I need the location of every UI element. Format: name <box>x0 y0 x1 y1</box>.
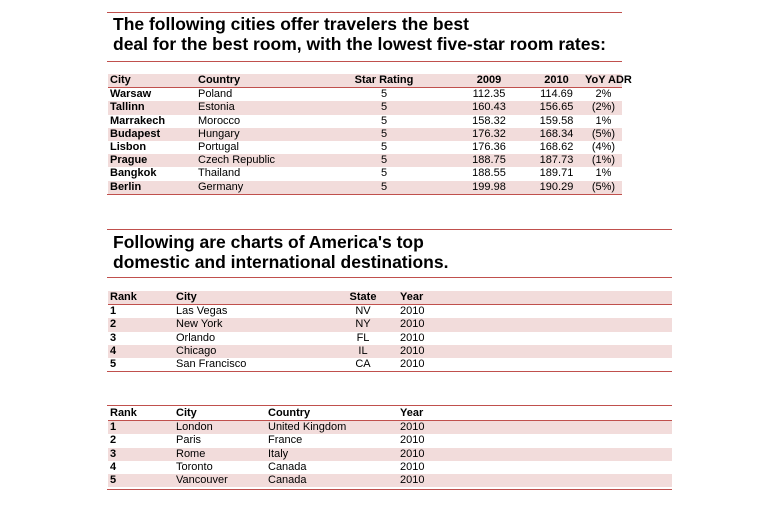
cell-yoy-adr: (5%) <box>591 180 616 193</box>
cell-city: Lisbon <box>110 141 147 154</box>
table-row <box>108 128 622 141</box>
table-row <box>108 305 672 319</box>
table-header-row <box>108 407 672 421</box>
cell-year: 2010 <box>400 447 425 460</box>
cell-yoy-adr: 1% <box>595 167 612 180</box>
cell-2010: 168.62 <box>539 141 574 154</box>
cell-city: Marrakech <box>110 114 166 127</box>
table-row <box>108 88 622 102</box>
cell-2010: 114.69 <box>540 88 573 101</box>
cell-2010: 190.29 <box>539 180 574 193</box>
cell-country: United Kingdom <box>268 421 347 434</box>
cell-2009: 176.32 <box>472 127 506 140</box>
table-row <box>108 115 622 128</box>
cell-city: Berlin <box>110 180 142 193</box>
cell-city: Budapest <box>110 127 161 140</box>
destinations-heading-line2: domestic and international destinations. <box>113 252 449 272</box>
cell-city: Prague <box>110 154 148 167</box>
cell-city: Rome <box>176 447 206 460</box>
cell-2010: 187.73 <box>539 154 574 167</box>
rates-heading-rule <box>107 61 622 62</box>
cell-yoy-adr: 2% <box>595 88 612 101</box>
cell-city: Warsaw <box>110 88 152 101</box>
international-table-top-rule <box>107 405 672 406</box>
table-row <box>108 318 672 331</box>
cell-2010: 156.65 <box>539 101 574 114</box>
cell-year: 2010 <box>400 421 425 434</box>
cell-city: Chicago <box>176 344 217 357</box>
table-row <box>108 434 672 447</box>
cell-2009: 112.35 <box>472 88 506 101</box>
table-row <box>108 421 672 435</box>
cell-2009: 199.98 <box>472 180 506 193</box>
cell-yoy-adr: (4%) <box>591 141 616 154</box>
column-header-2010: 2010 <box>544 74 569 87</box>
cell-country: Morocco <box>198 114 241 127</box>
cell-year: 2010 <box>400 434 425 447</box>
cell-state: IL <box>358 344 368 357</box>
table-header-row <box>108 291 672 305</box>
column-header-rank: Rank <box>110 407 137 420</box>
cell-year: 2010 <box>400 358 425 371</box>
destinations-heading-line1: Following are charts of America's top <box>113 232 424 252</box>
cell-rank: 2 <box>110 318 117 331</box>
cell-country: Hungary <box>198 127 240 140</box>
cell-rank: 3 <box>110 447 117 460</box>
table-row <box>108 167 622 180</box>
international-destinations-table <box>108 407 672 487</box>
cell-2009: 188.75 <box>472 154 506 167</box>
cell-year: 2010 <box>400 344 425 357</box>
rates-heading-line1: The following cities offer travelers the best <box>113 14 469 34</box>
table-row <box>108 345 672 358</box>
cell-rank: 1 <box>110 421 117 434</box>
cell-city: Las Vegas <box>176 305 228 318</box>
table-row <box>108 461 672 474</box>
rates-table-bottom-rule <box>107 194 622 195</box>
column-header-2009: 2009 <box>476 74 502 87</box>
cell-state: FL <box>356 331 370 344</box>
cell-2009: 158.32 <box>472 114 506 127</box>
domestic-table-bottom-rule <box>107 371 672 372</box>
table-row <box>108 181 622 194</box>
cell-city: Bangkok <box>110 167 157 180</box>
cell-country: Czech Republic <box>198 154 276 167</box>
cell-rank: 4 <box>110 460 117 473</box>
cell-country: Italy <box>268 447 289 460</box>
column-header-city: City <box>176 407 197 420</box>
cell-country: Portugal <box>198 141 239 154</box>
cell-city: London <box>176 421 213 434</box>
cell-state: CA <box>355 358 371 371</box>
table-row <box>108 154 622 167</box>
cell-2009: 176.36 <box>472 141 506 154</box>
cell-city: Toronto <box>176 460 213 473</box>
cell-rank: 5 <box>110 358 117 371</box>
table-row <box>108 474 672 487</box>
table-row <box>108 358 672 371</box>
cell-2010: 168.34 <box>539 127 574 140</box>
cell-city: New York <box>176 318 223 331</box>
column-header-country: Country <box>268 407 311 420</box>
cell-year: 2010 <box>400 474 425 487</box>
cell-star-rating: 5 <box>380 167 388 180</box>
cell-rank: 4 <box>110 344 117 357</box>
table-row <box>108 332 672 345</box>
cell-city: Vancouver <box>176 474 228 487</box>
cell-2009: 188.55 <box>472 167 506 180</box>
column-header-rank: Rank <box>110 291 137 304</box>
cell-rank: 5 <box>110 474 117 487</box>
cell-rank: 1 <box>110 305 117 318</box>
cell-yoy-adr: 1% <box>595 114 612 127</box>
cell-yoy-adr: (1%) <box>591 154 616 167</box>
cell-city: Orlando <box>176 331 216 344</box>
cell-state: NV <box>355 305 371 318</box>
cell-country: Germany <box>198 180 244 193</box>
cell-star-rating: 5 <box>380 114 388 127</box>
five-star-rates-table <box>108 74 632 194</box>
cell-star-rating: 5 <box>380 141 388 154</box>
column-header-country: Country <box>198 74 241 87</box>
cell-country: Estonia <box>198 101 235 114</box>
table-row <box>108 141 622 154</box>
cell-star-rating: 5 <box>380 154 388 167</box>
cell-country: Thailand <box>198 167 241 180</box>
cell-city: San Francisco <box>176 358 247 371</box>
table-header-row <box>108 74 622 88</box>
section2-top-rule <box>107 229 672 230</box>
cell-2010: 189.71 <box>539 167 574 180</box>
top-rule <box>107 12 622 13</box>
cell-country: Canada <box>268 460 307 473</box>
column-header-year: Year <box>400 407 424 420</box>
cell-rank: 2 <box>110 434 117 447</box>
international-table-bottom-rule <box>107 489 672 490</box>
table-row <box>108 101 622 114</box>
cell-year: 2010 <box>400 460 425 473</box>
cell-state: NY <box>355 318 371 331</box>
cell-yoy-adr: (2%) <box>591 101 616 114</box>
cell-star-rating: 5 <box>380 88 388 101</box>
rates-heading-line2: deal for the best room, with the lowest five-star room rates: <box>113 34 607 54</box>
cell-2010: 159.58 <box>539 114 574 127</box>
cell-yoy-adr: (5%) <box>591 127 616 140</box>
column-header-city: City <box>176 291 197 304</box>
cell-country: France <box>268 434 303 447</box>
table-row <box>108 448 672 461</box>
cell-star-rating: 5 <box>380 101 388 114</box>
cell-year: 2010 <box>400 331 425 344</box>
cell-country: Canada <box>268 474 307 487</box>
cell-city: Paris <box>176 434 202 447</box>
cell-year: 2010 <box>400 305 425 318</box>
column-header-yoy-adr: YoY ADR <box>585 74 632 87</box>
cell-country: Poland <box>198 88 233 101</box>
cell-rank: 3 <box>110 331 117 344</box>
cell-star-rating: 5 <box>380 180 388 193</box>
cell-city: Tallinn <box>110 101 145 114</box>
cell-year: 2010 <box>400 318 425 331</box>
column-header-year: Year <box>400 291 424 304</box>
cell-star-rating: 5 <box>380 127 388 140</box>
cell-2009: 160.43 <box>472 101 506 114</box>
destinations-heading-rule <box>107 277 672 278</box>
domestic-destinations-table <box>108 291 672 371</box>
column-header-state: State <box>349 291 377 304</box>
column-header-city: City <box>110 74 131 87</box>
column-header-star-rating: Star Rating <box>354 74 414 87</box>
